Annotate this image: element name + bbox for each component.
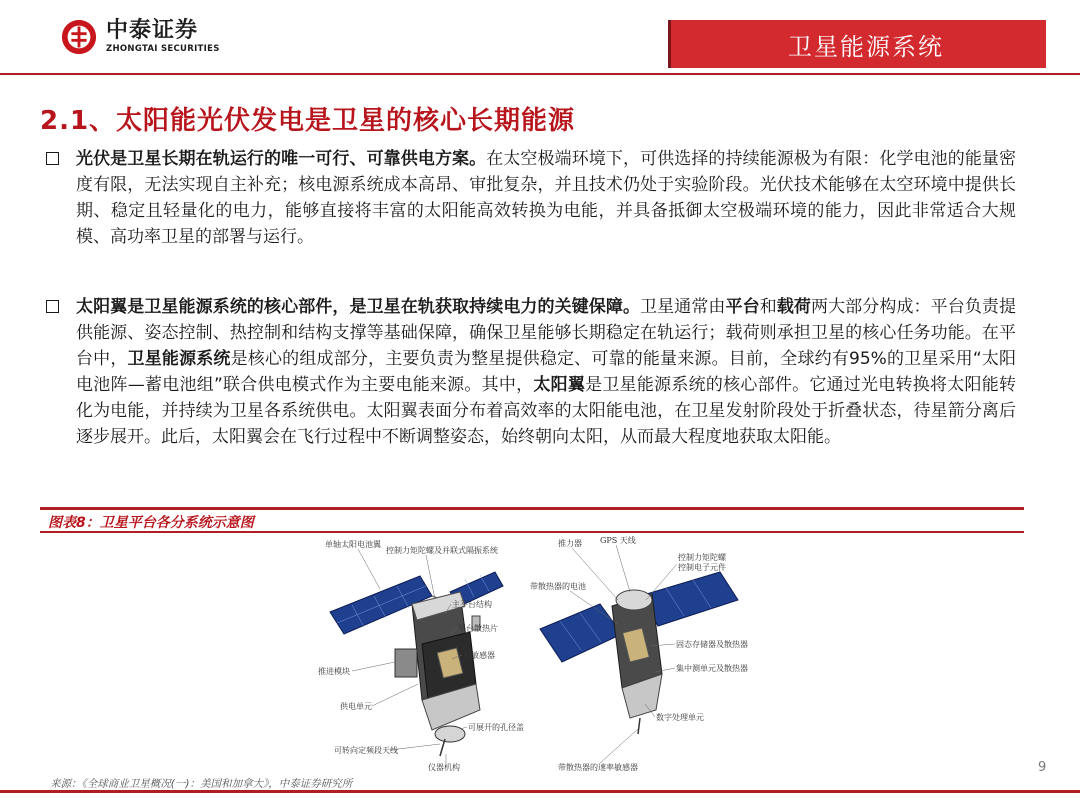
svg-text:仪器机构: 仪器机构 <box>428 763 460 772</box>
svg-text:固态存储器及散热器: 固态存储器及散热器 <box>676 640 748 649</box>
right-satellite-illustration <box>540 572 738 734</box>
figure-caption: 图表8：卫星平台各分系统示意图 <box>48 515 254 531</box>
svg-text:主平台结构: 主平台结构 <box>452 600 492 609</box>
section-header <box>668 20 1046 68</box>
svg-text:控制力矩陀螺及并联式隔振系统: 控制力矩陀螺及并联式隔振系统 <box>386 546 498 555</box>
paragraph-2-bold-energy-system: 卫星能源系统 <box>127 349 231 369</box>
paragraph-2-bold-platform: 平台 <box>725 297 760 317</box>
paragraph-2-text-3: 两大部分构成：平台负责提供能源、姿态控制、热控制和结构支撑等基础保障，确保卫星能够长期稳定在轨运行；载荷则承担卫星的核心任务功能。在平台中， <box>76 297 1017 369</box>
paragraph-2-bold-payload: 载荷 <box>776 297 811 317</box>
figure-top-rule <box>40 507 1024 510</box>
svg-text:控制电子元件: 控制电子元件 <box>678 563 726 572</box>
svg-text:集中测单元及散热器: 集中测单元及散热器 <box>676 664 748 673</box>
svg-text:单轴太阳电池翼: 单轴太阳电池翼 <box>325 540 381 549</box>
checkbox-bullet-icon <box>46 300 59 313</box>
page-title: 2.1、太阳能光伏发电是卫星的核心长期能源 <box>40 106 576 136</box>
svg-text:控制力矩陀螺: 控制力矩陀螺 <box>678 553 726 562</box>
paragraph-1-lead: 光伏是卫星长期在轨运行的唯一可行、可靠供电方案。 <box>76 149 487 169</box>
company-name-cn: 中泰证券 <box>106 18 199 44</box>
header-divider <box>0 73 1080 75</box>
company-logo <box>60 18 220 56</box>
figure-caption-rule <box>40 531 1024 533</box>
svg-text:数字处理单元: 数字处理单元 <box>656 713 704 722</box>
svg-text:带散热器的电池: 带散热器的电池 <box>530 582 586 591</box>
svg-text:GPS 天线: GPS 天线 <box>600 536 636 545</box>
satellite-subsystems-diagram <box>300 534 770 780</box>
paragraph-1-body: 在太空极端环境下，可供选择的持续能源极为有限：化学电池的能量密度有限，无法实现自主补充；核电源系统成本高昂、审批复杂，并且技术仍处于实验阶段。光伏技术能够在太空环境中提供长期、稳定且轻量化的电力，能够直接将丰富的太阳能高效转换为电能，并具备抵御太空极端环境的能力，因此非常适合大规模、高功率卫星的部署与运行。 <box>76 149 1017 247</box>
paragraph-2-lead: 太阳翼是卫星能源系统的核心部件，是卫星在轨获取持续电力的关键保障。 <box>76 297 641 317</box>
svg-text:供电单元: 供电单元 <box>340 702 372 711</box>
paragraph-2-text-5: 是卫星能源系统的核心部件。它通过光电转换将太阳能转化为电能，并持续为卫星各系统供电。太阳翼表面分布着高效率的太阳能电池，在卫星发射阶段处于折叠状态，待星箭分离后逐步展开。此后，太阳翼会在飞行过程中不断调整姿态，始终朝向太阳，从而最大程度地获取太阳能。 <box>76 375 1017 447</box>
svg-text:可展开的孔径盖: 可展开的孔径盖 <box>468 723 524 732</box>
paragraph-2-text-1: 卫星通常由 <box>640 297 726 317</box>
source-note: 来源：《全球商业卫星概况(一)：美国和加拿大》，中泰证券研究所 <box>50 778 353 790</box>
svg-text:推力器: 推力器 <box>558 539 582 548</box>
svg-text:星敏感器: 星敏感器 <box>463 651 495 660</box>
company-name-en: ZHONGTAI SECURITIES <box>106 44 220 55</box>
svg-text:带散热器的速率敏感器: 带散热器的速率敏感器 <box>558 763 638 772</box>
section-header-label: 卫星能源系统 <box>788 32 944 61</box>
bullet-paragraph-1 <box>46 146 1016 250</box>
paragraph-2-text-4: 是核心的组成部分，主要负责为整星提供稳定、可靠的能量来源。目前，全球约有95%的卫星采用“太阳电池阵—蓄电池组”联合供电模式作为主要电能来源。其中， <box>76 349 1017 395</box>
paragraph-2-bold-solar-wing: 太阳翼 <box>533 375 586 395</box>
checkbox-bullet-icon <box>46 152 59 165</box>
page-number: 9 <box>1038 760 1047 775</box>
svg-text:平台散热片: 平台散热片 <box>458 624 498 633</box>
paragraph-2-text-2: 和 <box>759 297 777 317</box>
svg-text:推进模块: 推进模块 <box>318 667 350 676</box>
zhongtai-logo-icon <box>60 18 98 56</box>
svg-text:可转向定频段天线: 可转向定频段天线 <box>334 746 398 755</box>
bullet-paragraph-2 <box>46 294 1016 450</box>
footer-rule <box>0 790 1080 793</box>
